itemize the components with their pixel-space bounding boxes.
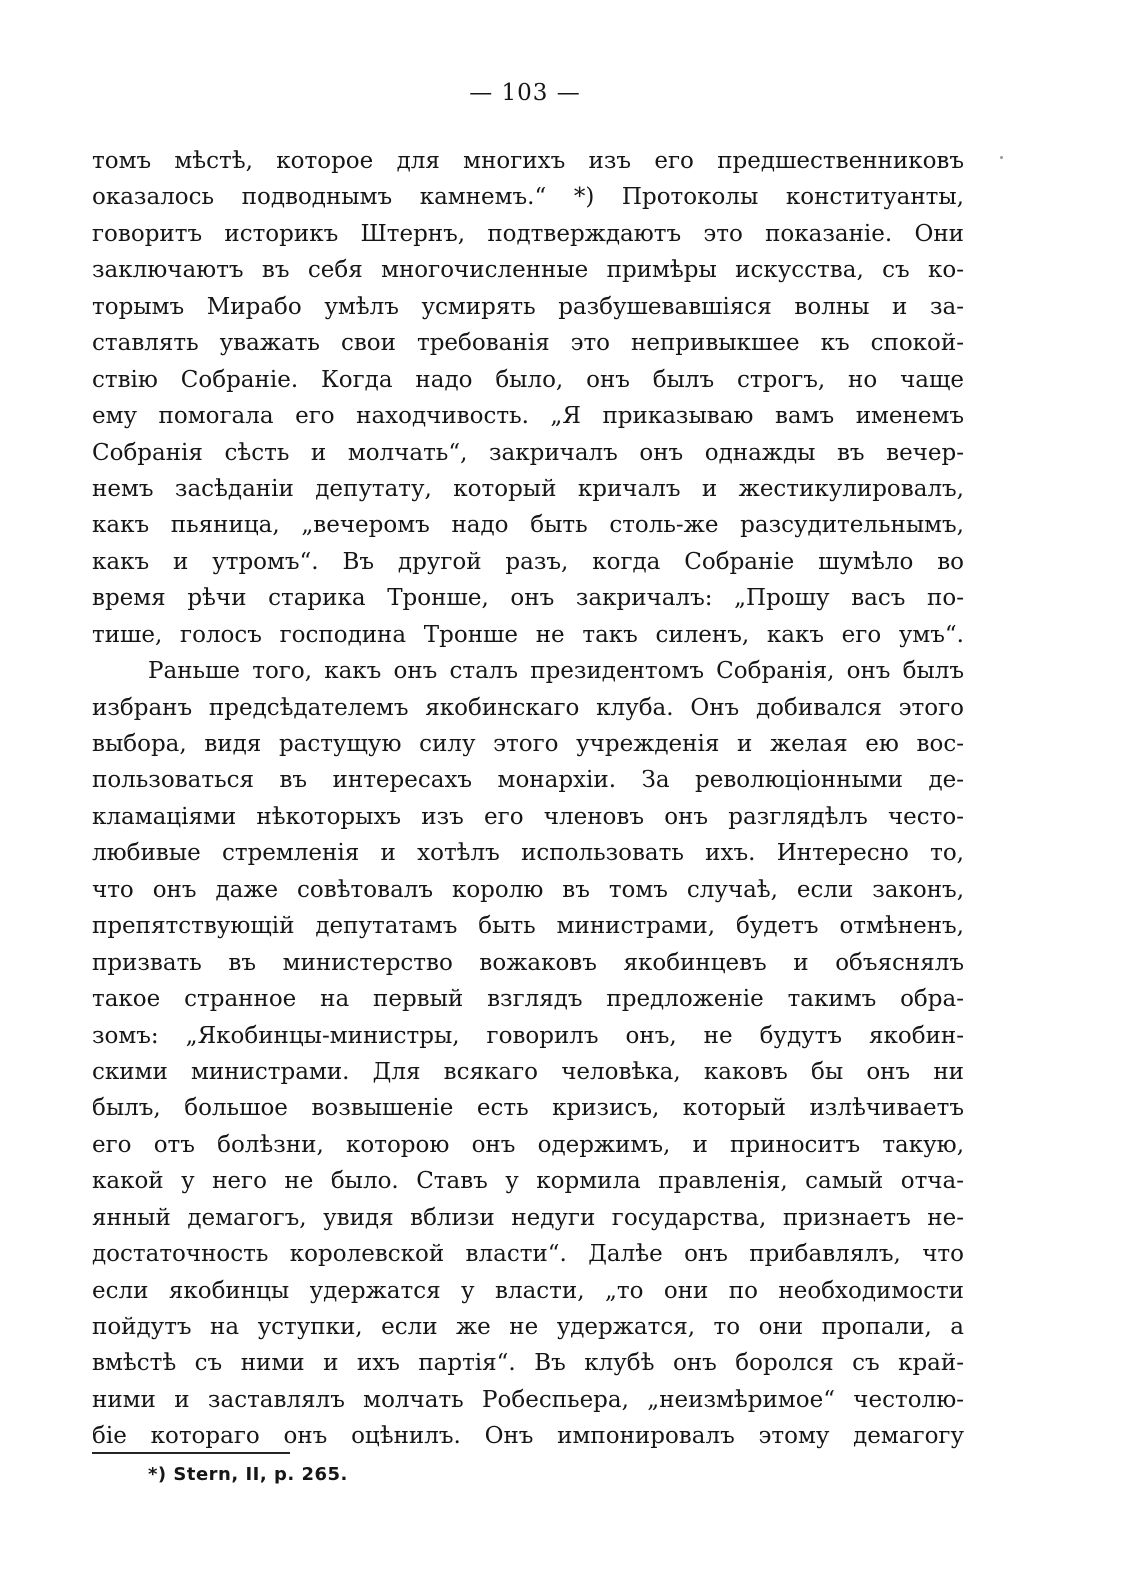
text-line: былъ, большое возвышеніе есть кризисъ, который излѣчиваетъ bbox=[92, 1095, 964, 1122]
text-line: выбора, видя растущую силу этого учрежденія и желая ею вос- bbox=[92, 731, 964, 757]
page-number: — 103 — bbox=[469, 80, 581, 106]
text-line: достаточность королевской власти“. Далѣе онъ прибавлялъ, что bbox=[92, 1241, 964, 1268]
footnote: *) Stern, II, p. 265. bbox=[148, 1464, 348, 1485]
text-line: время рѣчи старика Тронше, онъ закричалъ: „Прошу васъ по- bbox=[92, 585, 964, 612]
text-line: торымъ Мирабо умѣлъ усмирять разбушевавшіяся волны и за- bbox=[92, 293, 964, 320]
text-line: томъ мѣстѣ, которое для многихъ изъ его предшественниковъ bbox=[92, 148, 964, 174]
text-line: препятствующій депутатамъ быть министрами, будетъ отмѣненъ, bbox=[92, 913, 964, 940]
text-line: оказалось подводнымъ камнемъ.“ *) Протоколы конституанты, bbox=[92, 184, 964, 211]
text-line: призвать въ министерство вожаковъ якобинцевъ и объяснялъ bbox=[92, 949, 964, 976]
text-line: біе котораго онъ оцѣнилъ. Онъ импонировалъ этому демагогу bbox=[92, 1423, 964, 1450]
text-line: пользоваться въ интересахъ монархіи. За революціонными де- bbox=[92, 767, 964, 794]
text-line: такое странное на первый взглядъ предложеніе такимъ обра- bbox=[92, 986, 964, 1013]
body-text bbox=[92, 143, 964, 1455]
text-line: пойдутъ на уступки, если же не удержатся, то они пропали, а bbox=[92, 1314, 964, 1340]
text-line: заключаютъ въ себя многочисленные примѣры искусства, съ ко- bbox=[92, 257, 964, 284]
text-line: если якобинцы удержатся у власти, „то они по необходимости bbox=[92, 1277, 964, 1304]
text-line: ними и заставлялъ молчать Робеспьера, „неизмѣримое“ честолю- bbox=[92, 1386, 964, 1413]
text-line: избранъ предсѣдателемъ якобинскаго клуба. Онъ добивался этого bbox=[92, 694, 964, 721]
text-line: любивые стремленія и хотѣлъ использовать ихъ. Интересно то, bbox=[92, 840, 964, 867]
paragraph-first-line: Раньше того, какъ онъ сталъ президентомъ Собранія, онъ былъ bbox=[148, 658, 964, 685]
text-line: янный демагогъ, увидя вблизи недуги государства, признаетъ не- bbox=[92, 1204, 964, 1231]
footnote-divider bbox=[92, 1452, 290, 1454]
text-line: его отъ болѣзни, которою онъ одержимъ, и приноситъ такую, bbox=[92, 1131, 964, 1158]
text-line: тише, голосъ господина Тронше не такъ силенъ, какъ его умъ“. bbox=[92, 621, 964, 648]
text-line: Собранія сѣсть и молчать“, закричалъ онъ однажды въ вечер- bbox=[92, 439, 964, 466]
margin-speck bbox=[1000, 156, 1003, 159]
text-line: какъ и утромъ“. Въ другой разъ, когда Собраніе шумѣло во bbox=[92, 548, 964, 575]
text-line: кламаціями нѣкоторыхъ изъ его членовъ онъ разглядѣлъ често- bbox=[92, 803, 964, 830]
text-line: скими министрами. Для всякаго человѣка, каковъ бы онъ ни bbox=[92, 1058, 964, 1085]
text-line: немъ засѣданіи депутату, который кричалъ и жестикулировалъ, bbox=[92, 475, 964, 502]
text-line: какъ пьяница, „вечеромъ надо быть столь-же разсудительнымъ, bbox=[92, 512, 964, 539]
text-line: говоритъ историкъ Штернъ, подтверждаютъ это показаніе. Они bbox=[92, 220, 964, 247]
text-line: ему помогала его находчивость. „Я приказываю вамъ именемъ bbox=[92, 403, 964, 430]
text-line: зомъ: „Якобинцы-министры, говорилъ онъ, не будутъ якобин- bbox=[92, 1022, 964, 1049]
text-line: ствію Собраніе. Когда надо было, онъ былъ строгъ, но чаще bbox=[92, 366, 964, 393]
text-line: вмѣстѣ съ ними и ихъ партія“. Въ клубѣ онъ боролся съ край- bbox=[92, 1350, 964, 1377]
text-line: ставлять уважать свои требованія это непривыкшее къ спокой- bbox=[92, 330, 964, 357]
text-line: какой у него не было. Ставъ у кормила правленія, самый отча- bbox=[92, 1168, 964, 1195]
text-line: что онъ даже совѣтовалъ королю въ томъ случаѣ, если законъ, bbox=[92, 876, 964, 903]
